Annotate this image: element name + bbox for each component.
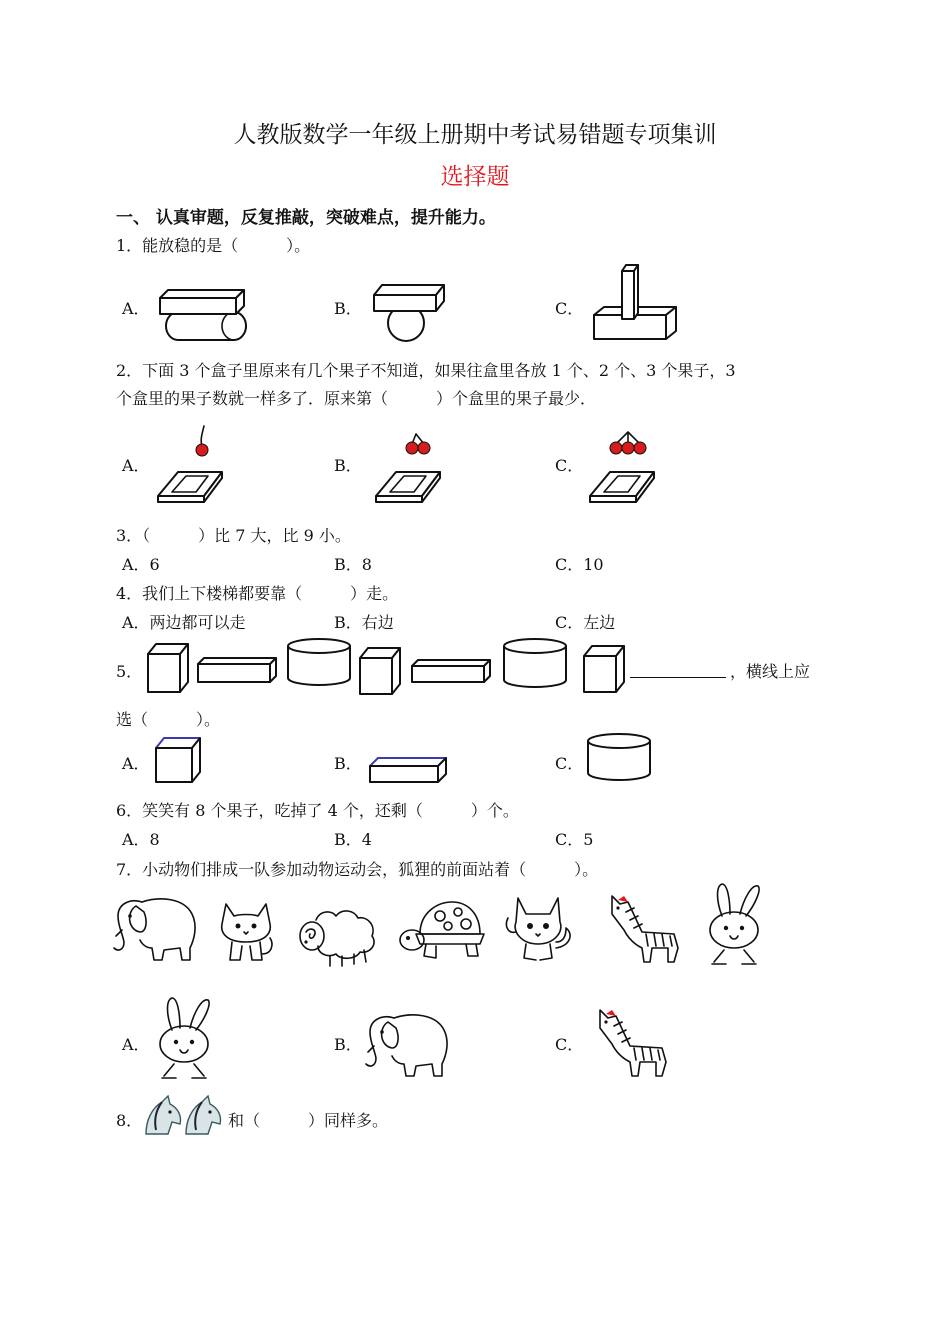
q3-option-c[interactable]: C．10 (555, 555, 604, 574)
q2-option-c-figure (588, 420, 662, 504)
q6-option-a[interactable]: A．8 (122, 830, 160, 849)
section-heading: 一、 认真审题，反复推敲，突破难点，提升能力。 (116, 208, 496, 228)
q5-sequence-cube-2 (360, 648, 400, 694)
rabbit-icon (700, 880, 766, 966)
q7-option-b-elephant-icon (364, 1008, 450, 1080)
question-1: 1．能放稳的是（ ）。 (116, 236, 311, 255)
q5-option-c-figure (586, 733, 652, 783)
q5-shape-sequence (144, 636, 634, 696)
q5-option-b-label[interactable]: B． (334, 754, 362, 773)
question-5-line2: 选（ ）。 (116, 710, 221, 729)
q2-option-a-label[interactable]: A． (122, 456, 150, 475)
q3-option-b[interactable]: B．8 (334, 555, 372, 574)
page-subtitle: 选择题 (440, 164, 510, 190)
q4-option-c[interactable]: C．左边 (555, 613, 616, 632)
q5-option-c-label[interactable]: C． (555, 754, 584, 773)
question-6: 6．笑笑有 8 个果子，吃掉了 4 个，还剩（ ）个。 (116, 801, 519, 820)
fox-icon (500, 892, 576, 968)
q1-option-c-label[interactable]: C． (555, 299, 584, 318)
q1-option-a-label[interactable]: A． (122, 299, 150, 318)
page-title: 人教版数学一年级上册期中考试易错题专项集训 (233, 122, 717, 148)
question-5-number: 5． (116, 662, 143, 681)
cat-icon (216, 898, 278, 968)
question-2-line1: 2．下面 3 个盒子里原来有几个果子不知道，如果往盒里各放 1 个、2 个、3 个果子，3 (116, 361, 736, 380)
q7-option-a-rabbit-icon (150, 994, 216, 1080)
q1-option-b-label[interactable]: B． (334, 299, 362, 318)
q6-option-c[interactable]: C．5 (555, 830, 594, 849)
q6-option-b[interactable]: B．4 (334, 830, 372, 849)
q1-option-c-figure (592, 263, 680, 343)
q5-option-a-label[interactable]: A． (122, 754, 150, 773)
q5-option-b-figure (368, 756, 450, 786)
q2-option-b-figure (374, 420, 446, 504)
q2-option-c-label[interactable]: C． (555, 456, 584, 475)
q7-option-c-zebra-icon (586, 1004, 672, 1082)
question-7: 7．小动物们排成一队参加动物运动会，狐狸的前面站着（ ）。 (116, 860, 599, 879)
question-8-number: 8． (116, 1111, 143, 1130)
q5-option-a-figure (154, 736, 204, 786)
elephant-icon (112, 892, 198, 964)
turtle-icon (396, 900, 486, 966)
q5-sequence-cylinder-2 (504, 639, 566, 687)
question-3: 3．（ ）比 7 大，比 9 小。 (116, 526, 351, 545)
q3-option-a[interactable]: A．6 (122, 555, 160, 574)
q5-answer-blank[interactable] (630, 677, 726, 678)
q2-option-b-label[interactable]: B． (334, 456, 362, 475)
q1-option-a-figure (156, 286, 248, 346)
question-8-tail: 和（ ）同样多。 (228, 1111, 389, 1130)
question-4: 4．我们上下楼梯都要靠（ ）走。 (116, 584, 399, 603)
q5-sequence-cube-1 (148, 644, 188, 692)
q2-option-a-figure (156, 420, 228, 504)
question-2-line2: 个盒里的果子数就一样多了．原来第（ ）个盒里的果子最少． (116, 389, 597, 408)
q5-sequence-cube-3 (584, 646, 624, 692)
sheep-icon (296, 906, 380, 968)
q5-sequence-cuboid-2 (412, 660, 490, 682)
q7-option-b-label[interactable]: B． (334, 1035, 362, 1054)
q4-option-a[interactable]: A．两边都可以走 (122, 613, 246, 632)
q4-option-b[interactable]: B．右边 (334, 613, 394, 632)
horse-heads-icon (142, 1094, 226, 1138)
question-5-tail: ，横线上应 (730, 662, 811, 681)
q1-option-b-figure (372, 283, 448, 345)
q5-sequence-cylinder-1 (288, 639, 350, 685)
q7-option-a-label[interactable]: A． (122, 1035, 150, 1054)
q5-sequence-cuboid-1 (198, 658, 276, 682)
q7-option-c-label[interactable]: C． (555, 1035, 584, 1054)
zebra-icon (598, 890, 684, 968)
